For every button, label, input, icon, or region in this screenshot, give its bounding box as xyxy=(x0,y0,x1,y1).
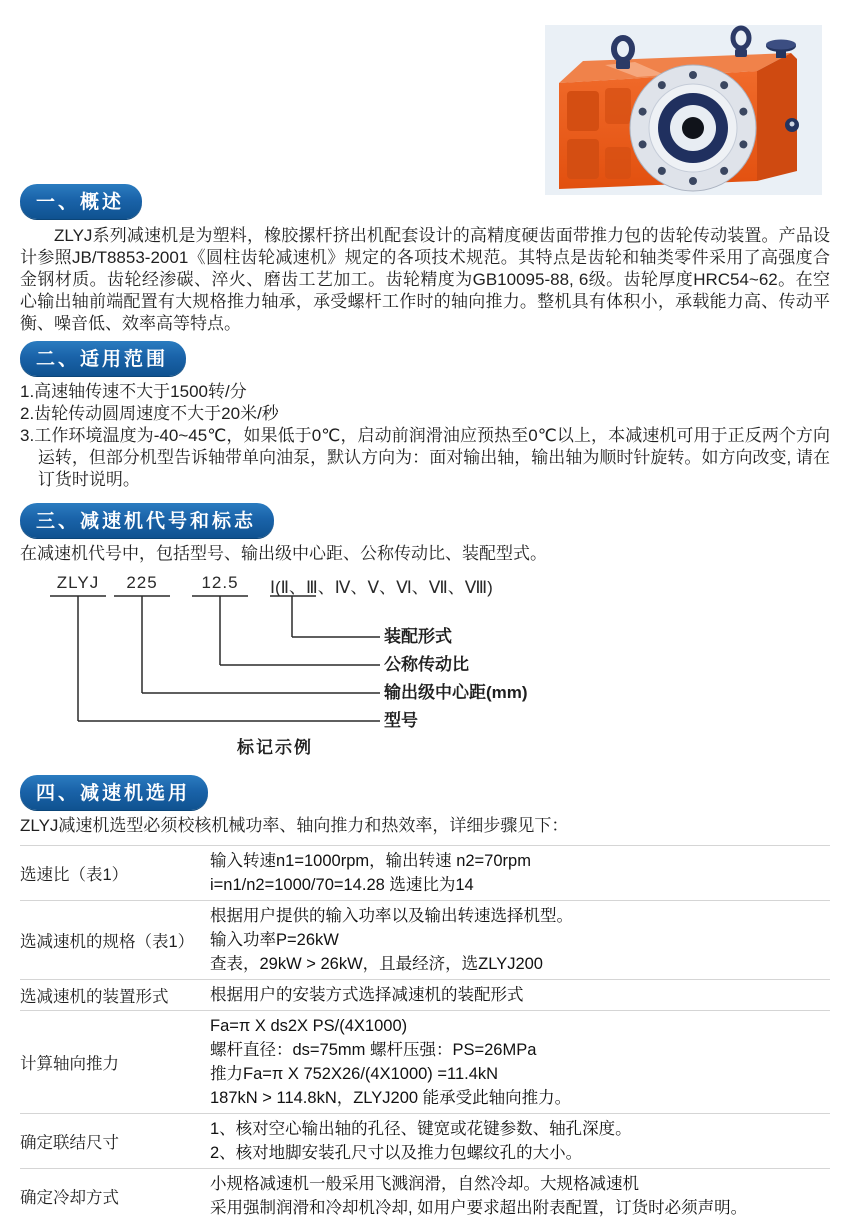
table-row xyxy=(20,845,830,900)
diagram-label-nominal-ratio: 公称传动比 xyxy=(384,655,469,674)
section-applicable-range xyxy=(20,341,830,491)
output-flange xyxy=(630,65,756,191)
row-content xyxy=(210,983,830,1007)
row-label: 确定冷却方式 xyxy=(20,1189,119,1207)
product-photo xyxy=(545,25,822,195)
row-label: 计算轴向推力 xyxy=(20,1055,119,1073)
overview-paragraph: ZLYJ系列减速机是为塑料，橡胶摞杆挤出机配套设计的高精度硬齿面带推力包的齿轮传动装置。产品设计参照JB/T8853-2001《圆柱齿轮减速机》规定的各项技术规范。其特点是齿轮和轴类零件采用了高强度合金钢材质。齿轮经渗碳、淬火、磨齿工艺加工。齿轮精度为GB10095-88, 6级。齿轮厚度HRC54~62。在空心输出轴前端配置有大规格推力轴承，承受螺杆工作时的轴向推力。整机具有体积小，承载能力高、传动平衡、噪音低、效率高等特点。 xyxy=(20,226,830,333)
code-part-model: ZLYJ xyxy=(56,573,100,592)
row-line: 输入转速n1=1000rpm，输出转速 n2=70rpm xyxy=(210,852,531,870)
rib-panel xyxy=(567,139,599,179)
range-item-3: 3.工作环境温度为-40~45℃，如果低于0℃，启动前润滑油应预热至0℃以上，本减速机可用于正反两个方向运转，但部分机型告诉轴带单向油泵，默认方向为：面对输出轴，输出轴为顺时针旋转。如方向改变, 请在订货时说明。 xyxy=(20,426,830,489)
selection-table xyxy=(20,845,830,1223)
range-item-2: 2.齿轮传动圆周速度不大于20米/秒 xyxy=(20,404,279,423)
code-part-assembly-forms: Ⅰ(Ⅱ、Ⅲ、Ⅳ、Ⅴ、Ⅵ、Ⅶ、Ⅷ) xyxy=(270,578,493,597)
section-selection xyxy=(20,775,830,1223)
range-item-1: 1.高速轴传速不大于1500转/分 xyxy=(20,382,247,401)
row-line: 1、核对空心输出轴的孔径、键宽或花键参数、轴孔深度。 xyxy=(210,1120,632,1138)
section-selection-header: 四、减速机选用 xyxy=(20,775,208,810)
row-content xyxy=(210,1172,830,1220)
row-line: 采用强制润滑和冷却机冷却, 如用户要求超出附表配置，订货时必须声明。 xyxy=(210,1199,748,1217)
row-line: Fa=π X ds2X PS/(4X1000) xyxy=(210,1017,408,1035)
row-line: 螺杆直径：ds=75mm 螺杆压强：PS=26MPa xyxy=(210,1041,537,1059)
output-shaft-bore xyxy=(682,117,704,139)
table-row xyxy=(20,979,830,1010)
diagram-label-assembly-form: 装配形式 xyxy=(384,627,452,646)
range-list xyxy=(20,381,830,491)
diagram-caption: 标记示例 xyxy=(237,738,313,757)
code-part-center-distance: 225 xyxy=(126,573,158,592)
row-content xyxy=(210,849,830,897)
row-label: 选减速机的规格（表1） xyxy=(20,933,195,951)
diagram-label-center-distance: 输出级中心距(mm) xyxy=(384,683,528,702)
row-content xyxy=(210,1014,830,1110)
row-content xyxy=(210,1117,830,1165)
table-row xyxy=(20,1168,830,1223)
row-line: i=n1/n2=1000/70=14.28 选速比为14 xyxy=(210,876,474,894)
model-code-diagram xyxy=(20,569,830,761)
row-line: 输入功率P=26kW xyxy=(210,931,339,949)
section-code-header: 三、减速机代号和标志 xyxy=(20,503,274,538)
rib-panel xyxy=(567,91,599,131)
table-row xyxy=(20,1113,830,1168)
row-content xyxy=(210,904,830,976)
section-overview-header: 一、概述 xyxy=(20,184,142,219)
row-label: 选减速机的装置形式 xyxy=(20,988,169,1006)
code-intro: 在减速机代号中，包括型号、输出级中心距、公称传动比、装配型式。 xyxy=(20,544,547,563)
row-line: 2、核对地脚安装孔尺寸以及推力包螺纹孔的大小。 xyxy=(210,1144,583,1162)
gearbox-illustration xyxy=(545,25,822,195)
diagram-label-model: 型号 xyxy=(384,711,418,730)
section-code-marking xyxy=(20,503,830,761)
side-port-icon xyxy=(785,118,799,132)
table-row xyxy=(20,900,830,979)
row-label: 选速比（表1） xyxy=(20,866,129,884)
row-line: 根据用户提供的输入功率以及输出转速选择机型。 xyxy=(210,907,573,925)
section-overview xyxy=(20,184,830,335)
table-row xyxy=(20,1010,830,1113)
selection-intro: ZLYJ减速机选型必须校核机械功率、轴向推力和热效率，详细步骤见下： xyxy=(20,816,569,835)
code-part-ratio: 12.5 xyxy=(201,573,239,592)
row-line: 推力Fa=π X 752X26/(4X1000) =11.4kN xyxy=(210,1065,499,1083)
row-line: 187kN > 114.8kN，ZLYJ200 能承受此轴向推力。 xyxy=(210,1089,572,1107)
section-range-header: 二、适用范围 xyxy=(20,341,186,376)
gearbox-right-face xyxy=(757,53,797,181)
row-line: 根据用户的安装方式选择减速机的装配形式 xyxy=(210,986,524,1004)
row-line: 小规格减速机一般采用飞溅润滑，自然冷却。大规格减速机 xyxy=(210,1175,639,1193)
row-line: 查表，29kW > 26kW，且最经济，选ZLYJ200 xyxy=(210,955,543,973)
row-label: 确定联结尺寸 xyxy=(20,1134,119,1152)
